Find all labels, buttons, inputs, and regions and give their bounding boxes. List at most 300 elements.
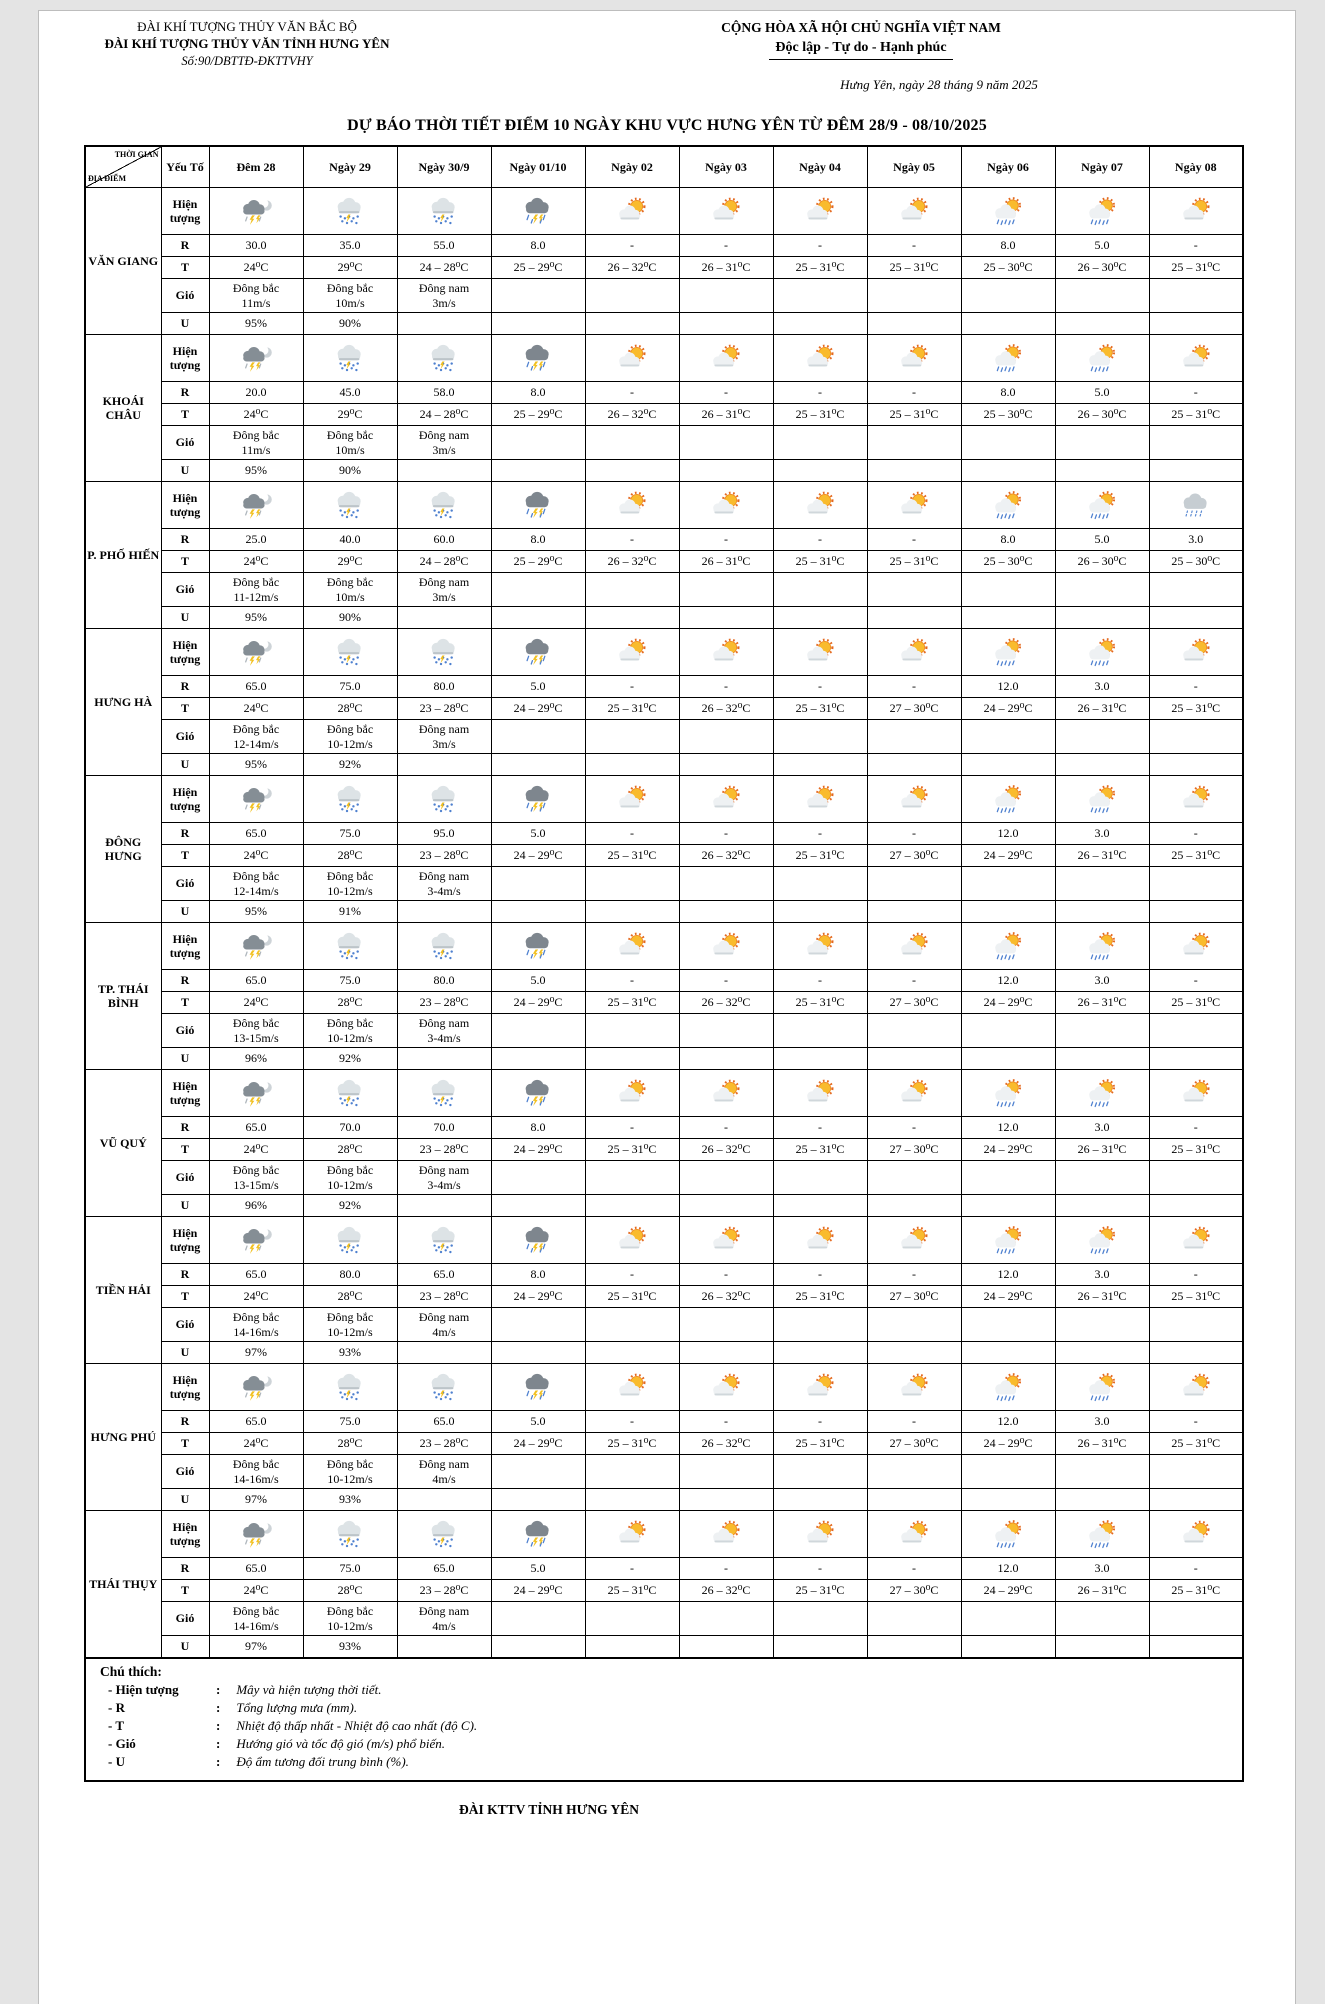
rain-value-cell: - [585, 382, 679, 404]
humidity-value-cell [397, 1489, 491, 1511]
row-label-cell: U [161, 1489, 209, 1511]
weather-icon-cell [585, 776, 679, 823]
temp-value-cell: 27 – 30⁰C [867, 1580, 961, 1602]
humidity-value-cell [1149, 901, 1243, 923]
weather-icon-cell [397, 1217, 491, 1264]
row-label-cell: R [161, 1558, 209, 1580]
day-header-cell: Ngày 01/10 [491, 146, 585, 188]
rain-value-cell: 8.0 [961, 382, 1055, 404]
wind-line: 4m/s [432, 1324, 456, 1339]
legend-item-t [100, 1718, 1232, 1734]
weather-icon-cell [1055, 482, 1149, 529]
rain-value-cell: - [867, 382, 961, 404]
rain-value-cell: 80.0 [303, 1264, 397, 1286]
sun-rain-icon [989, 344, 1027, 373]
rain-value-cell: - [773, 970, 867, 992]
dark-storm-icon [519, 344, 557, 373]
wind-line: 12-14m/s [233, 736, 279, 751]
humidity-value-cell [961, 901, 1055, 923]
sun-cloud-icon [801, 1226, 839, 1255]
humidity-value-cell [773, 754, 867, 776]
weather-icon-cell [397, 776, 491, 823]
wind-line: Đông bắc [232, 575, 280, 590]
sun-cloud-icon [895, 491, 933, 520]
row-label-cell: R [161, 1411, 209, 1433]
weather-icon-cell [397, 335, 491, 382]
rain-value-cell: - [773, 382, 867, 404]
rain-value-cell: 65.0 [209, 1558, 303, 1580]
temp-value-cell: 25 – 30⁰C [961, 404, 1055, 426]
forecast-row-temp [85, 551, 1243, 573]
row-label-cell: T [161, 551, 209, 573]
forecast-row-temp [85, 698, 1243, 720]
humidity-value-cell: 92% [303, 1195, 397, 1217]
forecast-row-humidity [85, 754, 1243, 776]
weather-icon-cell [491, 188, 585, 235]
sun-cloud-icon [613, 1373, 651, 1402]
dark-storm-icon [519, 932, 557, 961]
temp-value-cell: 25 – 31⁰C [867, 257, 961, 279]
wind-value-cell [397, 867, 491, 901]
wind-value-cell [303, 867, 397, 901]
weather-icon-cell [585, 188, 679, 235]
weather-icon-cell [773, 776, 867, 823]
weather-icon-cell [209, 335, 303, 382]
rain-value-cell: 75.0 [303, 676, 397, 698]
sun-rain-icon [989, 491, 1027, 520]
temp-value-cell: 26 – 31⁰C [1055, 698, 1149, 720]
wind-value-cell [1149, 720, 1243, 754]
sun-rain-icon [989, 1520, 1027, 1549]
weather-icon-cell [679, 1070, 773, 1117]
wind-value-cell [679, 1308, 773, 1342]
weather-icon-cell [961, 335, 1055, 382]
day-header-cell: Ngày 02 [585, 146, 679, 188]
row-label-cell: Hiện tượng [161, 1070, 209, 1117]
sun-cloud-icon [895, 197, 933, 226]
sun-cloud-icon [613, 785, 651, 814]
rain-value-cell: 65.0 [209, 970, 303, 992]
wind-line: 14-16m/s [233, 1471, 279, 1486]
rain-value-cell: 65.0 [397, 1558, 491, 1580]
night-storm-icon [237, 491, 275, 520]
wind-line: Đông bắc [326, 1163, 374, 1178]
humidity-value-cell: 95% [209, 460, 303, 482]
row-label-cell: U [161, 1636, 209, 1659]
rain-storm-icon [331, 1226, 369, 1255]
sun-cloud-icon [613, 197, 651, 226]
legend-item-desc: Mây và hiện tượng thời tiết. [236, 1682, 382, 1697]
wind-value-cell [491, 1455, 585, 1489]
weather-icon-cell [867, 1070, 961, 1117]
wind-value-cell [303, 720, 397, 754]
temp-value-cell: 24 – 29⁰C [961, 992, 1055, 1014]
humidity-value-cell [773, 607, 867, 629]
wind-line: Đông bắc [326, 575, 374, 590]
wind-value-cell [773, 1455, 867, 1489]
wind-line: 3-4m/s [427, 1177, 461, 1192]
rain-value-cell: 3.0 [1055, 970, 1149, 992]
humidity-value-cell [773, 901, 867, 923]
humidity-value-cell [867, 1342, 961, 1364]
temp-value-cell: 26 – 31⁰C [1055, 1580, 1149, 1602]
row-label-cell: Gió [161, 1161, 209, 1195]
legend-colon: : [216, 1736, 221, 1751]
corner-cell [85, 146, 161, 188]
rain-value-cell: - [773, 1411, 867, 1433]
wind-value-cell [397, 573, 491, 607]
legend-item-desc: Độ ẩm tương đối trung bình (%). [236, 1754, 409, 1769]
forecast-row-rain [85, 1264, 1243, 1286]
weather-icon-cell [585, 1070, 679, 1117]
humidity-value-cell [585, 1489, 679, 1511]
sun-cloud-icon [1177, 1079, 1215, 1108]
document-page [38, 10, 1296, 2004]
humidity-value-cell [773, 1048, 867, 1070]
location-name-cell: HƯNG HÀ [85, 629, 161, 776]
row-label-cell: T [161, 992, 209, 1014]
sun-cloud-icon [895, 344, 933, 373]
forecast-row-rain [85, 823, 1243, 845]
night-storm-icon [237, 1226, 275, 1255]
legend-colon: : [216, 1754, 221, 1769]
wind-value-cell [773, 426, 867, 460]
forecast-row-temp [85, 404, 1243, 426]
weather-icon-cell [209, 1364, 303, 1411]
rain-value-cell: - [867, 676, 961, 698]
legend-item-label: - Hiện tượng [108, 1682, 179, 1697]
forecast-row-humidity [85, 1636, 1243, 1659]
sun-rain-icon [989, 932, 1027, 961]
temp-value-cell: 25 – 30⁰C [1149, 551, 1243, 573]
temp-value-cell: 24 – 29⁰C [491, 1433, 585, 1455]
row-label-cell: Gió [161, 1602, 209, 1636]
sun-rain-icon [989, 1373, 1027, 1402]
weather-icon-cell [679, 1511, 773, 1558]
row-label-cell: T [161, 257, 209, 279]
row-label-cell: Gió [161, 720, 209, 754]
weather-icon-cell [867, 1364, 961, 1411]
rain-value-cell: - [585, 1264, 679, 1286]
rain-value-cell: - [679, 382, 773, 404]
humidity-value-cell [1149, 313, 1243, 335]
weather-icon-cell [303, 629, 397, 676]
wind-value-cell [1149, 1161, 1243, 1195]
sun-rain-icon [1083, 638, 1121, 667]
temp-value-cell: 23 – 28⁰C [397, 1286, 491, 1308]
wind-value-cell [585, 1161, 679, 1195]
rain-value-cell: 3.0 [1055, 1117, 1149, 1139]
rain-value-cell: - [867, 1117, 961, 1139]
humidity-value-cell [397, 754, 491, 776]
humidity-value-cell [867, 1195, 961, 1217]
legend-item-label: - Gió [108, 1736, 136, 1751]
temp-value-cell: 25 – 31⁰C [585, 698, 679, 720]
temp-value-cell: 27 – 30⁰C [867, 698, 961, 720]
wind-value-cell [679, 573, 773, 607]
wind-value-cell [773, 1308, 867, 1342]
footer-signature: ĐÀI KTTV TỈNH HƯNG YÊN [458, 1802, 640, 1817]
weather-icon-cell [209, 1217, 303, 1264]
weather-icon-cell [961, 776, 1055, 823]
night-storm-icon [237, 1079, 275, 1108]
row-label-cell: T [161, 1580, 209, 1602]
humidity-value-cell [679, 754, 773, 776]
humidity-value-cell [585, 460, 679, 482]
rain-value-cell: 58.0 [397, 382, 491, 404]
wind-line: Đông nam [418, 1604, 470, 1619]
temp-value-cell: 24 – 28⁰C [397, 257, 491, 279]
sun-rain-icon [1083, 344, 1121, 373]
humidity-value-cell [961, 1636, 1055, 1659]
forecast-table [84, 145, 1244, 1659]
humidity-value-cell [491, 1636, 585, 1659]
humidity-value-cell [491, 1048, 585, 1070]
weather-icon-cell [303, 1217, 397, 1264]
wind-value-cell [867, 426, 961, 460]
temp-value-cell: 25 – 31⁰C [1149, 845, 1243, 867]
temp-value-cell: 24 – 29⁰C [961, 845, 1055, 867]
dark-storm-icon [519, 1373, 557, 1402]
humidity-value-cell [1149, 1489, 1243, 1511]
sun-cloud-icon [801, 344, 839, 373]
weather-icon-cell [303, 776, 397, 823]
weather-icon-cell [679, 188, 773, 235]
wind-line: Đông nam [418, 1457, 470, 1472]
weather-icon-cell [961, 923, 1055, 970]
wind-value-cell [1055, 426, 1149, 460]
weather-icon-cell [491, 1364, 585, 1411]
rain-value-cell: - [867, 1264, 961, 1286]
wind-value-cell [679, 426, 773, 460]
row-label-cell: T [161, 1286, 209, 1308]
rain-storm-icon [331, 1079, 369, 1108]
temp-value-cell: 23 – 28⁰C [397, 1580, 491, 1602]
forecast-row-wind [85, 720, 1243, 754]
legend-item-label: - U [108, 1754, 125, 1769]
wind-value-cell [585, 1308, 679, 1342]
forecast-row-wind [85, 1602, 1243, 1636]
day-header-cell: Ngày 04 [773, 146, 867, 188]
wind-value-cell [303, 1014, 397, 1048]
humidity-value-cell [1055, 607, 1149, 629]
row-label-cell: R [161, 529, 209, 551]
humidity-value-cell: 97% [209, 1342, 303, 1364]
rain-value-cell: - [773, 1264, 867, 1286]
temp-value-cell: 25 – 31⁰C [773, 1580, 867, 1602]
weather-icon-cell [209, 923, 303, 970]
wind-line: 10-12m/s [327, 1471, 373, 1486]
wind-line: Đông bắc [232, 869, 280, 884]
humidity-value-cell: 95% [209, 313, 303, 335]
humidity-value-cell [679, 1489, 773, 1511]
weather-icon-cell [585, 482, 679, 529]
sun-rain-icon [1083, 491, 1121, 520]
weather-icon-cell [303, 1364, 397, 1411]
wind-value-cell [1149, 279, 1243, 313]
wind-value-cell [303, 1161, 397, 1195]
wind-line: Đông bắc [326, 722, 374, 737]
rain-value-cell: 70.0 [397, 1117, 491, 1139]
wind-value-cell [491, 1602, 585, 1636]
humidity-value-cell [679, 1048, 773, 1070]
temp-value-cell: 26 – 32⁰C [679, 1433, 773, 1455]
rain-value-cell: - [867, 235, 961, 257]
wind-line: 11m/s [241, 442, 271, 457]
temp-value-cell: 25 – 31⁰C [1149, 1139, 1243, 1161]
wind-value-cell [585, 1602, 679, 1636]
temp-value-cell: 24⁰C [209, 992, 303, 1014]
wind-value-cell [961, 1602, 1055, 1636]
rain-value-cell: 5.0 [1055, 235, 1149, 257]
wind-value-cell [585, 867, 679, 901]
row-label-cell: Gió [161, 426, 209, 460]
weather-icon-cell [491, 482, 585, 529]
row-label-cell: U [161, 313, 209, 335]
wind-line: Đông bắc [232, 722, 280, 737]
rain-value-cell: 75.0 [303, 823, 397, 845]
temp-value-cell: 26 – 32⁰C [679, 845, 773, 867]
wind-value-cell [1055, 1308, 1149, 1342]
day-header-cell: Ngày 05 [867, 146, 961, 188]
humidity-value-cell: 93% [303, 1489, 397, 1511]
wind-value-cell [397, 279, 491, 313]
wind-value-cell [1055, 1161, 1149, 1195]
national-motto-block [676, 19, 1046, 60]
humidity-value-cell [773, 313, 867, 335]
wind-line: 3m/s [432, 295, 456, 310]
rain-value-cell: 8.0 [961, 529, 1055, 551]
weather-icon-cell [491, 1217, 585, 1264]
weather-icon-cell [961, 188, 1055, 235]
wind-line: Đông nam [418, 1016, 470, 1031]
forecast-row-rain [85, 1411, 1243, 1433]
location-name-cell: ĐÔNG HƯNG [85, 776, 161, 923]
rain-value-cell: 70.0 [303, 1117, 397, 1139]
wind-value-cell [679, 279, 773, 313]
humidity-value-cell: 96% [209, 1195, 303, 1217]
forecast-row-temp [85, 257, 1243, 279]
humidity-value-cell [397, 460, 491, 482]
rain-value-cell: - [773, 235, 867, 257]
humidity-value-cell [773, 1489, 867, 1511]
dark-storm-icon [519, 785, 557, 814]
wind-value-cell [1149, 426, 1243, 460]
sun-cloud-icon [707, 1079, 745, 1108]
rain-storm-icon [425, 491, 463, 520]
humidity-value-cell [867, 754, 961, 776]
day-header-cell: Ngày 03 [679, 146, 773, 188]
wind-line: Đông bắc [326, 1310, 374, 1325]
humidity-value-cell [1055, 313, 1149, 335]
humidity-value-cell [585, 1195, 679, 1217]
humidity-value-cell [491, 901, 585, 923]
wind-value-cell [1149, 1014, 1243, 1048]
wind-value-cell [773, 867, 867, 901]
wind-value-cell [773, 1014, 867, 1048]
humidity-value-cell [397, 1636, 491, 1659]
temp-value-cell: 26 – 32⁰C [585, 257, 679, 279]
wind-value-cell [1055, 720, 1149, 754]
row-label-cell: T [161, 1139, 209, 1161]
sun-cloud-icon [707, 785, 745, 814]
row-label-cell: U [161, 1048, 209, 1070]
temp-value-cell: 29⁰C [303, 257, 397, 279]
temp-value-cell: 25 – 30⁰C [961, 257, 1055, 279]
wind-value-cell [867, 1308, 961, 1342]
temp-value-cell: 25 – 31⁰C [585, 1580, 679, 1602]
wind-line: 12-14m/s [233, 883, 279, 898]
rain-value-cell: 20.0 [209, 382, 303, 404]
wind-value-cell [679, 1602, 773, 1636]
temp-value-cell: 25 – 29⁰C [491, 551, 585, 573]
weather-icon-cell [397, 188, 491, 235]
humidity-value-cell [397, 1342, 491, 1364]
wind-value-cell [397, 426, 491, 460]
humidity-value-cell [1055, 1342, 1149, 1364]
wind-value-cell [491, 426, 585, 460]
wind-value-cell [961, 1308, 1055, 1342]
weather-icon-cell [209, 482, 303, 529]
weather-icon-cell [209, 776, 303, 823]
legend-item-u [100, 1754, 1232, 1770]
weather-icon-cell [1055, 1364, 1149, 1411]
legend [84, 1659, 1244, 1782]
row-label-cell: Gió [161, 1308, 209, 1342]
sun-cloud-icon [801, 491, 839, 520]
sun-cloud-icon [613, 1079, 651, 1108]
row-label-cell: U [161, 460, 209, 482]
wind-value-cell [867, 1602, 961, 1636]
rain-value-cell: - [679, 676, 773, 698]
humidity-value-cell [679, 901, 773, 923]
night-storm-icon [237, 197, 275, 226]
row-label-cell: Hiện tượng [161, 1511, 209, 1558]
rain-value-cell: - [679, 235, 773, 257]
rain-storm-icon [425, 197, 463, 226]
humidity-value-cell [491, 1489, 585, 1511]
forecast-row-humidity [85, 901, 1243, 923]
rain-value-cell: 65.0 [209, 1411, 303, 1433]
sun-cloud-icon [895, 1373, 933, 1402]
day-header-cell: Ngày 06 [961, 146, 1055, 188]
rain-value-cell: - [1149, 823, 1243, 845]
rain-value-cell: 12.0 [961, 823, 1055, 845]
forecast-row-icons [85, 923, 1243, 970]
temp-value-cell: 26 – 31⁰C [679, 551, 773, 573]
wind-value-cell [585, 426, 679, 460]
weather-icon-cell [773, 629, 867, 676]
row-label-cell: Gió [161, 279, 209, 313]
wind-value-cell [585, 279, 679, 313]
row-label-cell: Hiện tượng [161, 1364, 209, 1411]
sun-cloud-icon [801, 1520, 839, 1549]
rain-value-cell: - [585, 676, 679, 698]
forecast-row-temp [85, 992, 1243, 1014]
temp-value-cell: 25 – 31⁰C [773, 404, 867, 426]
weather-icon-cell [209, 629, 303, 676]
weather-icon-cell [585, 1364, 679, 1411]
temp-value-cell: 23 – 28⁰C [397, 1433, 491, 1455]
temp-value-cell: 27 – 30⁰C [867, 1286, 961, 1308]
location-name-cell: P. PHỐ HIẾN [85, 482, 161, 629]
forecast-row-wind [85, 279, 1243, 313]
wind-value-cell [209, 1308, 303, 1342]
wind-line: Đông bắc [232, 281, 280, 296]
temp-value-cell: 25 – 31⁰C [585, 992, 679, 1014]
weather-icon-cell [679, 1217, 773, 1264]
factor-header-cell: Yếu Tố [161, 146, 209, 188]
